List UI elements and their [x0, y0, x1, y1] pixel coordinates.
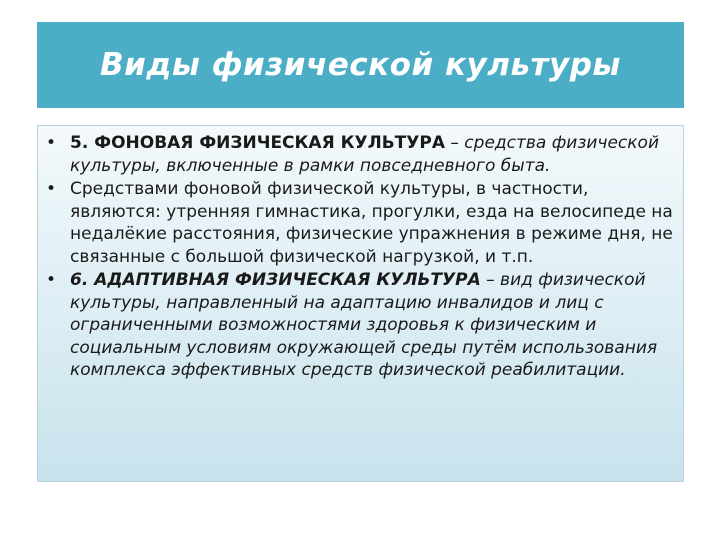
bullet-item-background-culture: [46, 132, 677, 177]
slide-title: Виды физической культуры: [100, 47, 621, 83]
bullet-text: – средства физической культуры, включенные в рамки повседневного быта.: [70, 133, 659, 176]
bullet-heading: 6. АДАПТИВНАЯ ФИЗИЧЕСКАЯ КУЛЬТУРА: [70, 270, 481, 290]
title-bar: [37, 22, 684, 108]
bullet-item-background-means: [46, 178, 677, 268]
content-box: [37, 125, 684, 482]
bullet-heading: 5. ФОНОВАЯ ФИЗИЧЕСКАЯ КУЛЬТУРА: [70, 133, 445, 153]
bullet-marker: •: [46, 270, 57, 290]
bullet-item-adaptive-culture: [46, 269, 677, 382]
bullet-marker: •: [46, 179, 57, 199]
bullet-marker: •: [46, 133, 57, 153]
bullet-list: [38, 126, 683, 382]
bullet-text: Средствами фоновой физической культуры, в частности, являются: утренняя гимнастика, прогулки, езда на велосипеде на недалёкие расстояния, физические упражнения в режиме дня, не связанные с большой физической нагрузкой, и т.п.: [70, 179, 673, 267]
bullet-text: – вид физической культуры, направленный на адаптацию инвалидов и лиц с ограниченными возможностями здоровья к физическим и социальным условиям окружающей среды путём использования комплекса эффективных средств физической реабилитации.: [70, 270, 658, 380]
